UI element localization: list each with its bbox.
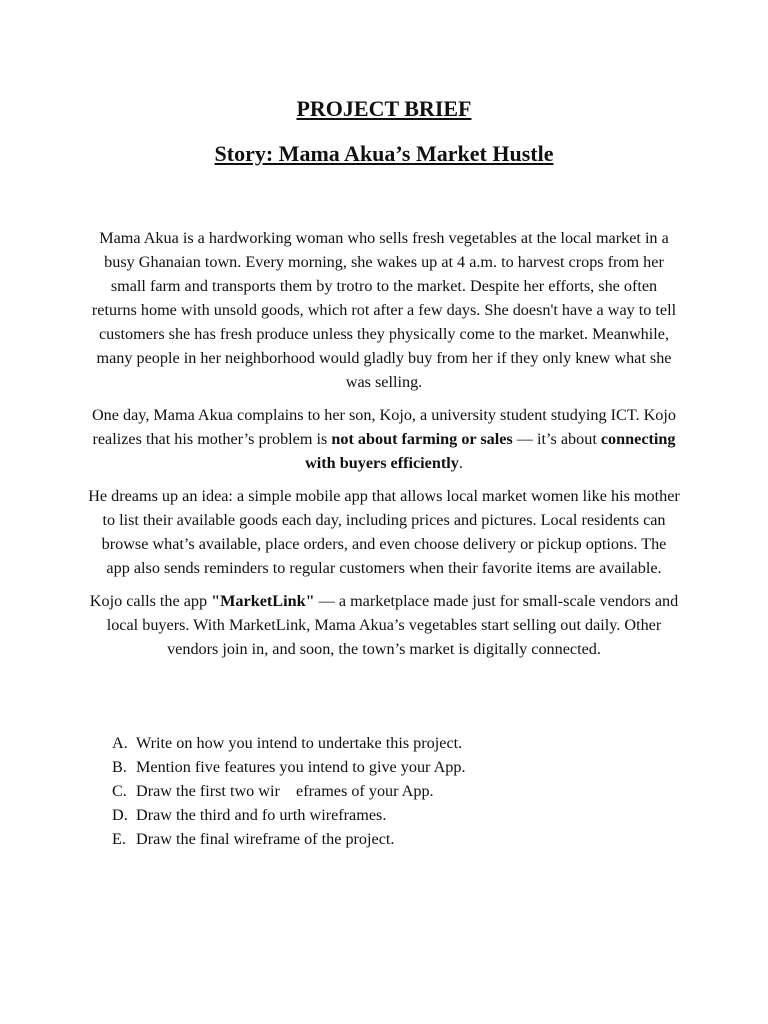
question-letter: D. [112,806,128,824]
story-paragraph-1: Mama Akua is a hardworking woman who sells fresh vegetables at the local market in a busy Ghanaian town. Every morning, she wakes up at 4 a.m. to harvest crops from her small farm and transports them by trotro to the market. Despite her efforts, she often returns home with unsold goods, which rot after a few days. She doesn't have a way to tell customers she has fresh produce unless they physically come to the market. Meanwhile, many people in her neighborhood would gladly buy from her if they only knew what she was selling. [91,229,677,391]
question-text: Draw the third and fo urth wireframes. [136,806,387,824]
story-body [88,226,680,670]
question-text: Mention five features you intend to give your App. [136,758,466,776]
paragraph-text: Kojo calls the app [89,592,212,610]
question-letter: B. [112,758,127,776]
page-title: PROJECT BRIEF [296,96,472,121]
bold-phrase: not about farming or sales [331,430,513,448]
question-item [112,827,672,851]
story-paragraph-4 [88,589,680,661]
question-item [112,731,672,755]
question-text: Draw the final wireframe of the project. [136,830,395,848]
paragraph-text: — a marketplace made just for small-scale vendors and local buyers. With MarketLink, Mama Akua’s vegetables start selling out daily. Other vendors join in, and soon, the town’s market is digitally connected. [106,592,679,658]
question-letter: C. [112,782,127,800]
question-item [112,803,672,827]
question-letter: E. [112,830,126,848]
question-text: Draw the first two wir eframes of your App. [136,782,434,800]
paragraph-text: — it’s about [512,430,601,448]
question-item [112,755,672,779]
story-paragraph-2 [88,403,680,475]
app-name: "MarketLink" [211,592,315,610]
paragraph-text: One day, Mama Akua complains to her son, Kojo, a university student studying ICT. Kojo realizes that his mother’s problem is [91,406,676,448]
question-item [112,779,672,803]
story-title: Story: Mama Akua’s Market Hustle [214,141,554,166]
bold-phrase: connecting with buyers efficiently [305,430,676,472]
question-list [112,731,672,851]
question-text: Write on how you intend to undertake this project. [136,734,463,752]
story-paragraph-3: He dreams up an idea: a simple mobile app that allows local market women like his mother to list their available goods each day, including prices and pictures. Local residents can browse what’s available, place orders, and even choose delivery or pickup options. The app also sends reminders to regular customers when their favorite items are available. [88,487,680,577]
paragraph-text: . [458,454,463,472]
question-letter: A. [112,734,128,752]
